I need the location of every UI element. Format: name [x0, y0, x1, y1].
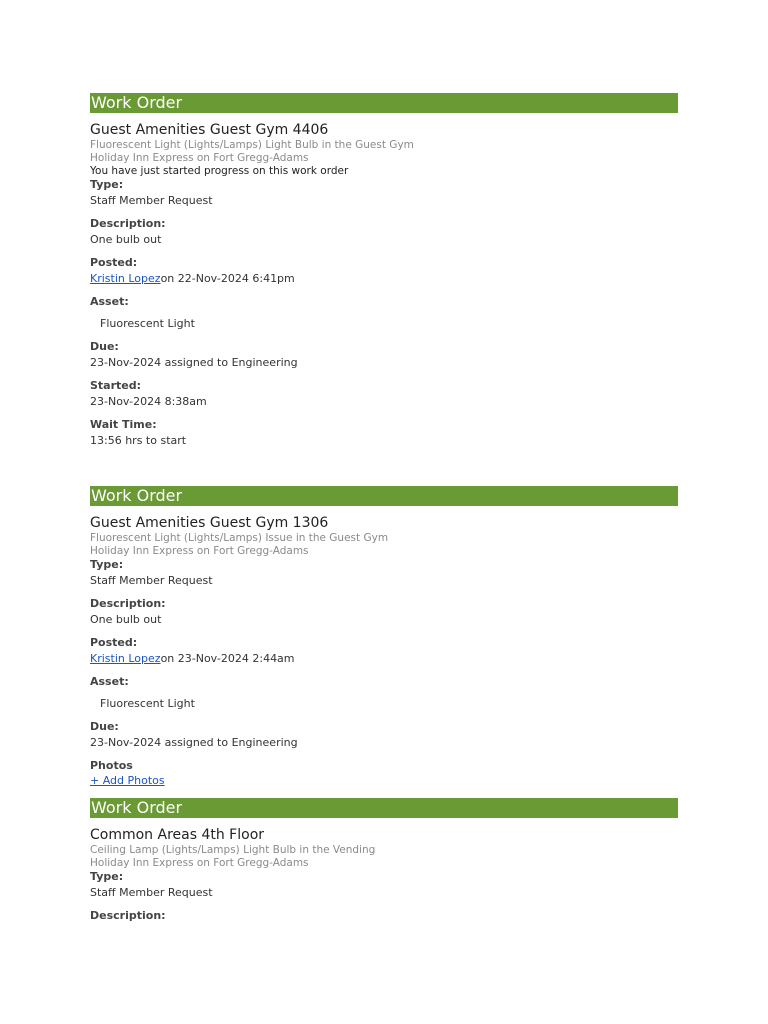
description-label: Description: — [90, 909, 166, 922]
type-field — [90, 870, 678, 900]
type-label: Type: — [90, 870, 124, 883]
posted-date: on 22-Nov-2024 6:41pm — [160, 272, 295, 285]
type-value: Staff Member Request — [90, 194, 213, 207]
asset-label: Asset: — [90, 295, 129, 308]
type-value: Staff Member Request — [90, 574, 213, 587]
posted-value — [90, 651, 678, 666]
description-label: Description: — [90, 217, 166, 230]
description-field — [90, 217, 678, 247]
description-value: One bulb out — [90, 613, 162, 626]
poster-link[interactable]: Kristin Lopez — [90, 272, 161, 285]
wait-time-label: Wait Time: — [90, 418, 157, 431]
asset-field — [90, 295, 678, 331]
due-field — [90, 720, 678, 750]
work-order-email — [90, 93, 678, 923]
work-order-header: Work Order — [90, 486, 678, 506]
posted-date: on 23-Nov-2024 2:44am — [160, 652, 295, 665]
work-order-title: Guest Amenities Guest Gym 4406 — [90, 122, 329, 138]
type-field — [90, 178, 678, 208]
work-order-title: Common Areas 4th Floor — [90, 827, 265, 843]
started-value: 23-Nov-2024 8:38am — [90, 395, 207, 408]
work-order-header: Work Order — [90, 93, 678, 113]
add-photos-link[interactable]: + Add Photos — [90, 774, 165, 787]
work-order-status-message: You have just started progress on this work order — [90, 165, 349, 177]
due-label: Due: — [90, 720, 119, 733]
work-order-card-1 — [90, 93, 678, 448]
work-order-subtitle: Fluorescent Light (Lights/Lamps) Issue in the Guest Gym — [90, 532, 389, 544]
asset-value: Fluorescent Light — [100, 697, 195, 710]
started-label: Started: — [90, 379, 142, 392]
type-field — [90, 558, 678, 588]
posted-field — [90, 256, 678, 286]
type-label: Type: — [90, 178, 124, 191]
started-field — [90, 379, 678, 409]
work-order-title: Guest Amenities Guest Gym 1306 — [90, 515, 329, 531]
work-order-subtitle: Ceiling Lamp (Lights/Lamps) Light Bulb in the Vending — [90, 844, 376, 856]
work-order-location: Holiday Inn Express on Fort Gregg-Adams — [90, 545, 309, 557]
asset-field — [90, 675, 678, 711]
work-order-subtitle: Fluorescent Light (Lights/Lamps) Light Bulb in the Guest Gym — [90, 139, 414, 151]
description-value: One bulb out — [90, 233, 162, 246]
posted-label: Posted: — [90, 636, 138, 649]
due-field — [90, 340, 678, 370]
work-order-location: Holiday Inn Express on Fort Gregg-Adams — [90, 857, 309, 869]
due-label: Due: — [90, 340, 119, 353]
posted-field — [90, 636, 678, 666]
poster-link[interactable]: Kristin Lopez — [90, 652, 161, 665]
asset-value: Fluorescent Light — [100, 317, 195, 330]
posted-label: Posted: — [90, 256, 138, 269]
asset-label: Asset: — [90, 675, 129, 688]
description-field — [90, 909, 678, 923]
work-order-location: Holiday Inn Express on Fort Gregg-Adams — [90, 152, 309, 164]
photos-field — [90, 759, 678, 788]
type-value: Staff Member Request — [90, 886, 213, 899]
work-order-card-2 — [90, 486, 678, 788]
wait-time-field — [90, 418, 678, 448]
photos-label: Photos — [90, 759, 133, 772]
work-order-header: Work Order — [90, 798, 678, 818]
due-value: 23-Nov-2024 assigned to Engineering — [90, 736, 298, 749]
work-order-card-3 — [90, 798, 678, 923]
description-label: Description: — [90, 597, 166, 610]
type-label: Type: — [90, 558, 124, 571]
wait-time-value: 13:56 hrs to start — [90, 434, 187, 447]
due-value: 23-Nov-2024 assigned to Engineering — [90, 356, 298, 369]
description-field — [90, 597, 678, 627]
posted-value — [90, 271, 678, 286]
